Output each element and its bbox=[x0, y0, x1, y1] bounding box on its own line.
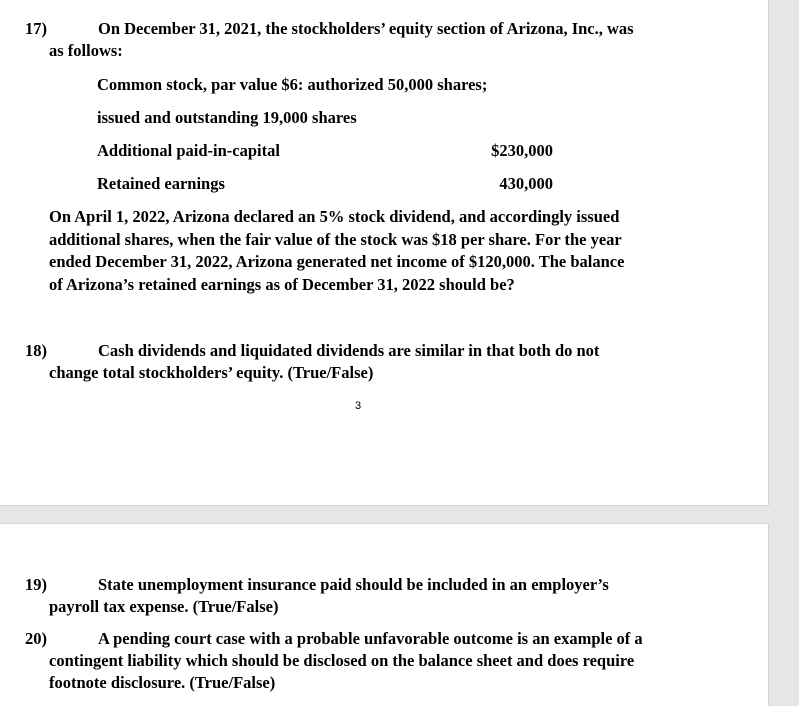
question-text-line: On December 31, 2021, the stockholders’ equity section of Arizona, Inc., was bbox=[98, 19, 634, 38]
question-17-paragraph bbox=[49, 206, 729, 296]
question-text-line: contingent liability which should be disclosed on the balance sheet and does require bbox=[49, 651, 635, 670]
document-page-2 bbox=[0, 524, 768, 706]
paragraph-line: of Arizona’s retained earnings as of December 31, 2022 should be? bbox=[49, 274, 515, 294]
question-text-line: as follows: bbox=[49, 41, 123, 60]
retained-earnings-value: 430,000 bbox=[499, 174, 553, 193]
question-text-line: State unemployment insurance paid should be included in an employer’s bbox=[98, 575, 609, 594]
question-number: 19) bbox=[25, 575, 47, 594]
question-18 bbox=[25, 340, 725, 384]
retained-earnings-label: Retained earnings bbox=[97, 174, 225, 193]
question-text-line: change total stockholders’ equity. (True/False) bbox=[49, 363, 374, 382]
paragraph-line: additional shares, when the fair value of the stock was $18 per share. For the year bbox=[49, 229, 622, 249]
paragraph-line: ended December 31, 2022, Arizona generated net income of $120,000. The balance bbox=[49, 252, 625, 271]
question-number: 18) bbox=[25, 341, 47, 360]
question-text-line: A pending court case with a probable unfavorable outcome is an example of a bbox=[98, 629, 643, 648]
question-19 bbox=[25, 574, 725, 618]
apic-label: Additional paid-in-capital bbox=[97, 141, 280, 160]
common-stock-line: Common stock, par value $6: authorized 50,000 shares; bbox=[97, 75, 488, 94]
question-text-line: payroll tax expense. (True/False) bbox=[49, 597, 279, 616]
apic-value: $230,000 bbox=[491, 141, 553, 160]
question-number: 20) bbox=[25, 629, 47, 648]
question-text-line: Cash dividends and liquidated dividends are similar in that both do not bbox=[98, 341, 600, 360]
question-number: 17) bbox=[25, 19, 47, 38]
question-20 bbox=[25, 628, 725, 694]
paragraph-line: On April 1, 2022, Arizona declared an 5% stock dividend, and accordingly issued bbox=[49, 207, 620, 226]
question-text-line: footnote disclosure. (True/False) bbox=[49, 673, 276, 692]
page-number: 3 bbox=[355, 400, 362, 412]
issued-shares-line: issued and outstanding 19,000 shares bbox=[97, 108, 357, 127]
question-17 bbox=[25, 18, 725, 62]
